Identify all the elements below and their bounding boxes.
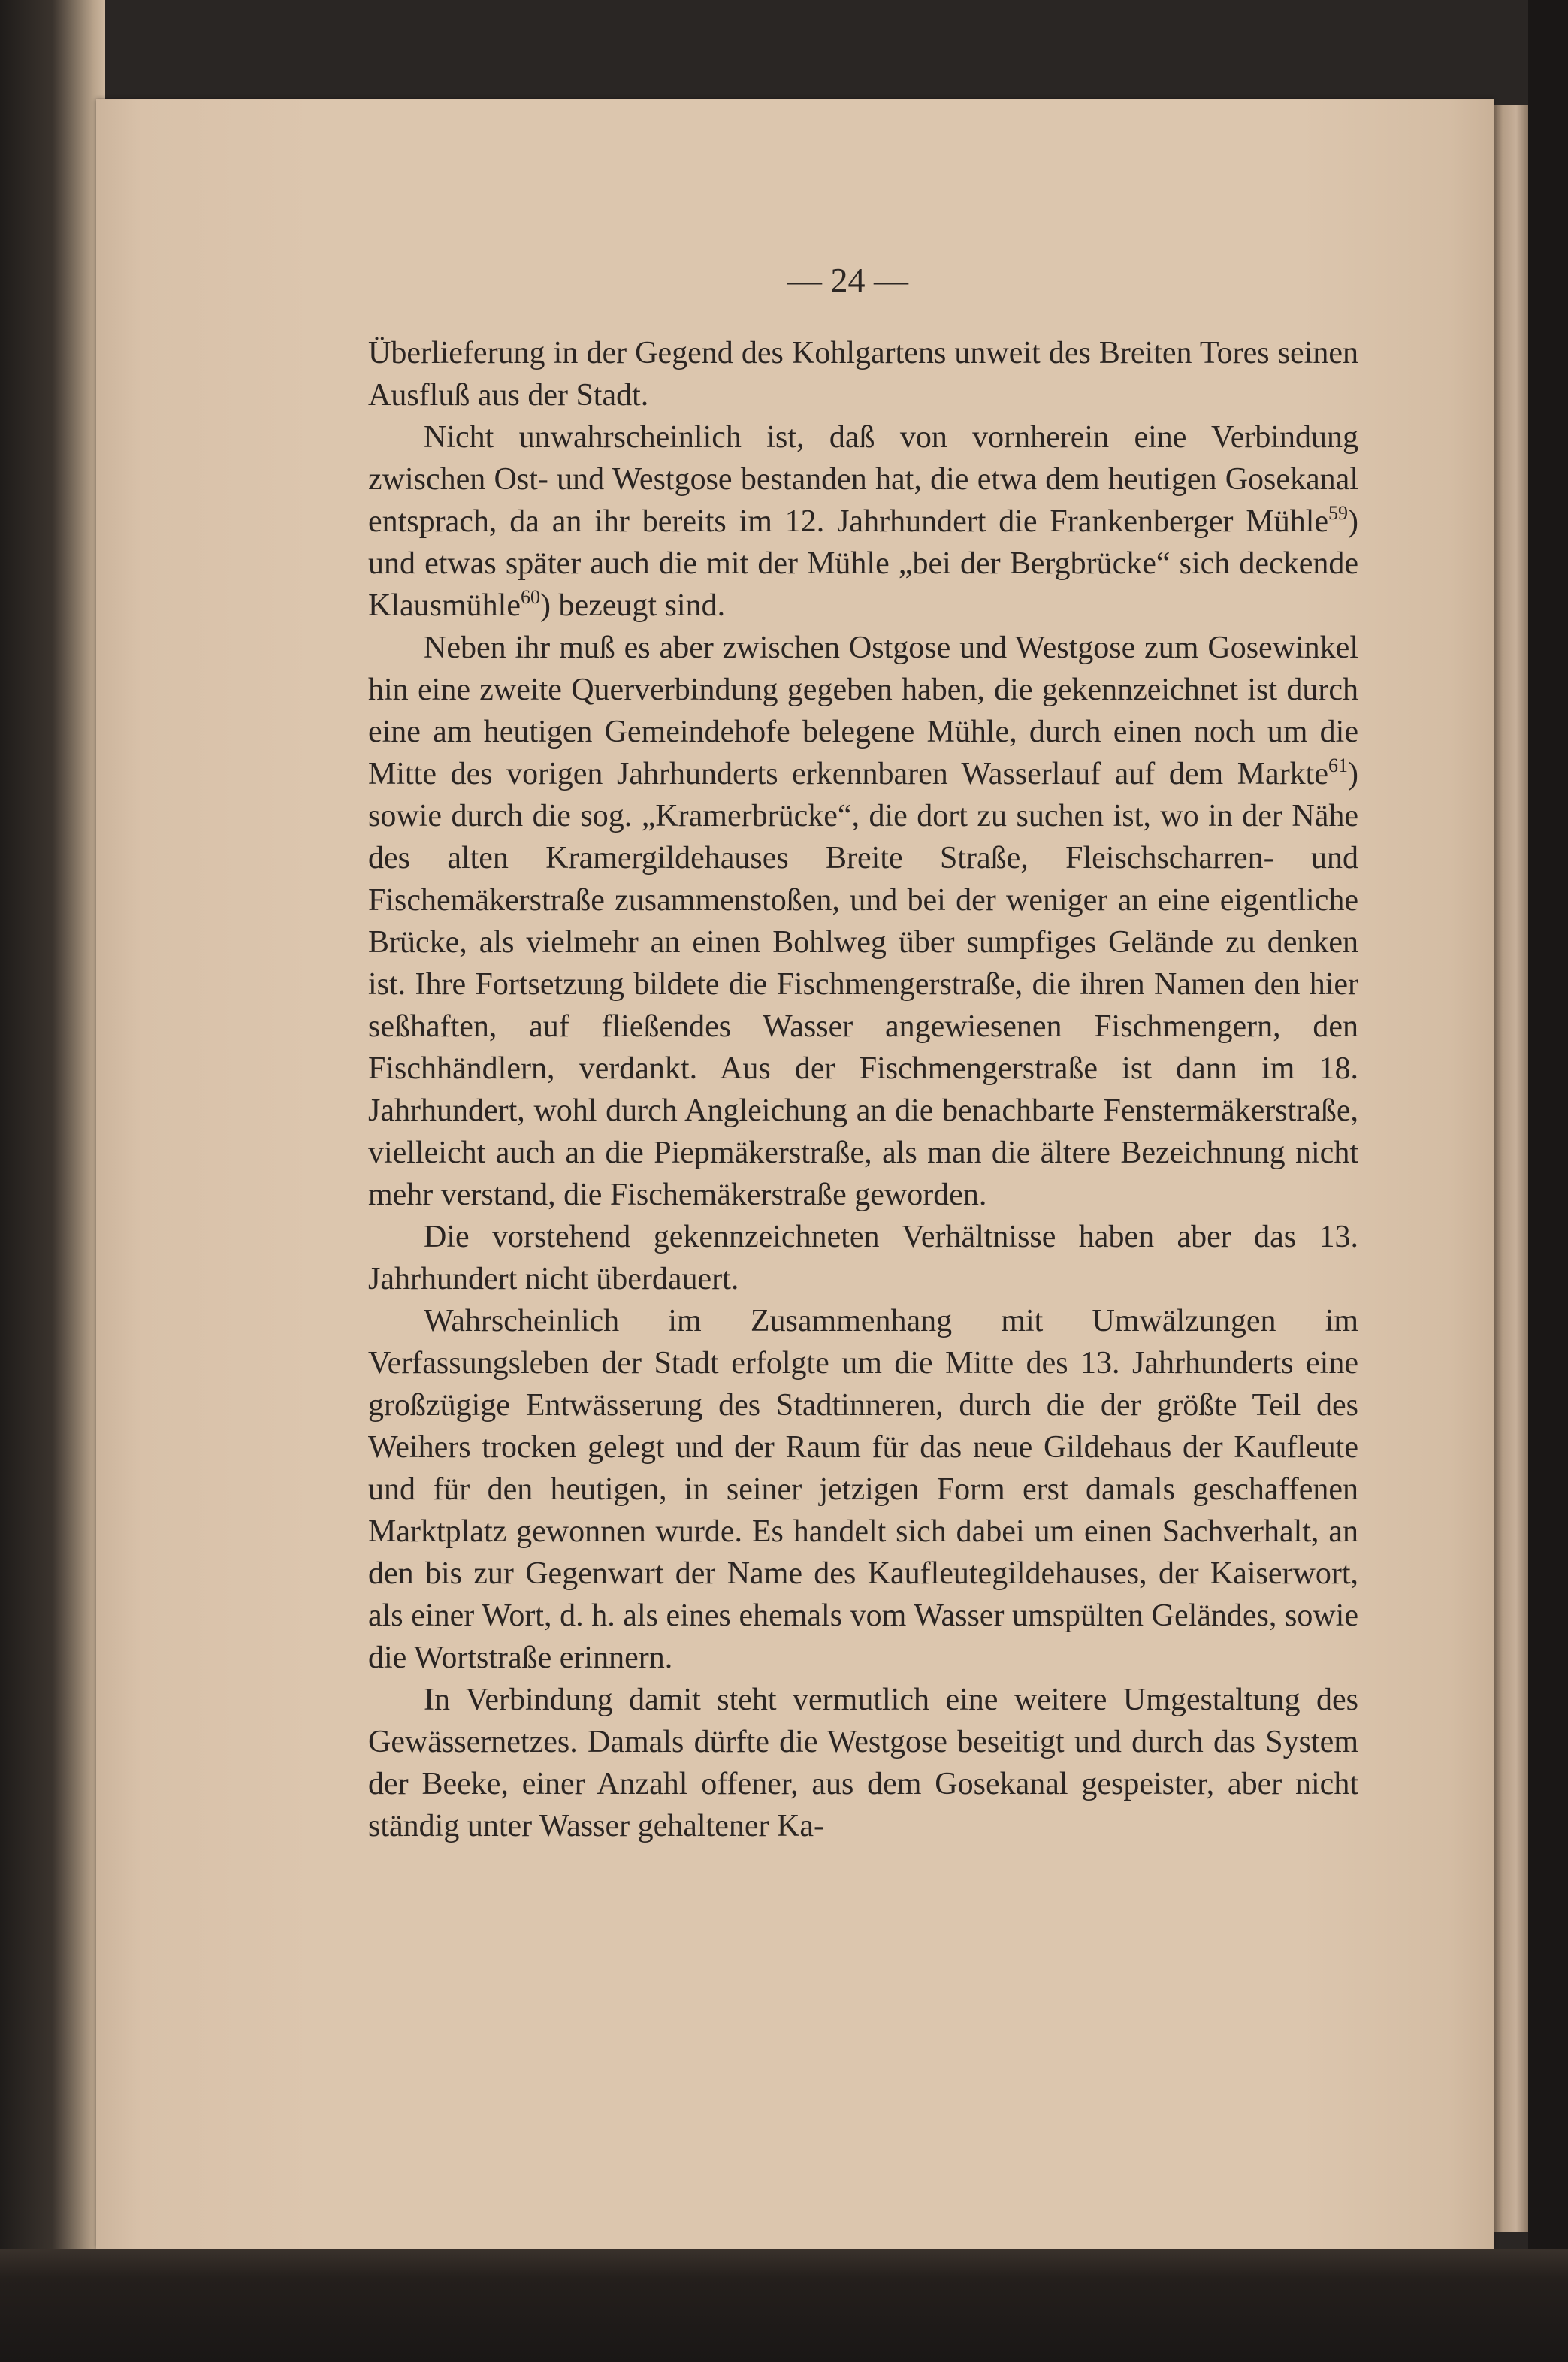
paragraph (368, 1216, 1358, 1300)
paragraph (368, 1300, 1358, 1679)
text-segment: Überlieferung in der Gegend des Kohlgartens unweit des Breiten Tores seinen Ausfluß aus der Stadt. (368, 336, 1358, 413)
paragraph (368, 1679, 1358, 1847)
paragraph (368, 332, 1358, 416)
paragraph (368, 627, 1358, 1216)
text-segment: Wahrscheinlich im Zusammenhang mit Umwälzungen im Verfassungsleben der Stadt erfolgte um die Mitte des 13. Jahrhunderts eine großzügige Entwässerung des Stadtinneren, durch die der größte Teil des Weihers trocken gelegt und der Raum für das neue Gildehaus der Kaufleute und für den heutigen, in seiner jetzigen Form erst damals geschaffenen Marktplatz gewonnen wurde. Es handelt sich dabei um einen Sachverhalt, an den bis zur Gegenwart der Name des Kaufleutegildehauses, der Kaiserwort, als einer Wort, d. h. als eines ehemals vom Wasser umspülten Geländes, sowie die Wortstraße erinnern. (368, 1304, 1358, 1675)
background-bottom (0, 2249, 1568, 2362)
footnote-ref: 60 (520, 586, 540, 608)
paragraph (368, 416, 1358, 627)
page-number: — 24 — (787, 261, 908, 299)
body-text (368, 332, 1358, 1847)
text-segment: Nicht unwahrscheinlich ist, daß von vornherein eine Verbindung zwischen Ost- und Westgose bestanden hat, die etwa dem heutigen Gosekanal entsprach, da an ihr bereits im 12. Jahrhundert die Frankenberger Mühle (368, 420, 1358, 539)
footnote-ref: 59 (1328, 502, 1348, 524)
text-segment: ) bezeugt sind. (539, 588, 726, 623)
text-segment: Neben ihr muß es aber zwischen Ostgose und Westgose zum Gosewinkel hin eine zweite Querverbindung gegeben haben, die gekennzeichnet ist durch eine am heutigen Gemeindehofe belegene Mühle, durch einen noch um die Mitte des vorigen Jahrhunderts erkennbaren Wasserlauf auf dem Markte (368, 631, 1358, 791)
text-segment: ) und etwas später auch die mit der Mühle „bei der Bergbrücke“ sich deckende Klausmühle (368, 504, 1358, 623)
footnote-ref: 61 (1328, 755, 1348, 776)
text-segment: In Verbindung damit steht vermutlich eine weitere Umgestaltung des Gewässernetzes. Damals dürfte die Westgose beseitigt und durch das System der Beeke, einer Anzahl offener, aus dem Gosekanal gespeister, aber nicht ständig unter Wasser gehaltener Ka- (368, 1683, 1358, 1843)
book-spine-shadow (0, 0, 105, 2362)
text-segment: Die vorstehend gekennzeichneten Verhältnisse haben aber das 13. Jahrhundert nicht überdauert. (368, 1220, 1358, 1296)
page-edge (1494, 105, 1528, 2232)
text-segment: ) sowie durch die sog. „Kramerbrücke“, die dort zu suchen ist, wo in der Nähe des alten Kramergildehauses Breite Straße, Fleischscharren- und Fischemäkerstraße zusammenstoßen, und bei der weniger an eine eigentliche Brücke, als vielmehr an einen Bohlweg über sumpfiges Gelände zu denken ist. Ihre Fortsetzung bildete die Fischmengerstraße, die ihren Namen den hier seßhaften, auf fließendes Wasser angewiesenen Fischmengern, den Fischhändlern, verdankt. Aus der Fischmengerstraße ist dann im 18. Jahrhundert, wohl durch Angleichung an die benachbarte Fenstermäkerstraße, vielleicht auch an die Piepmäkerstraße, als man die ältere Bezeichnung nicht mehr verstand, die Fischemäkerstraße geworden. (368, 757, 1358, 1212)
background-right (1528, 0, 1568, 2362)
